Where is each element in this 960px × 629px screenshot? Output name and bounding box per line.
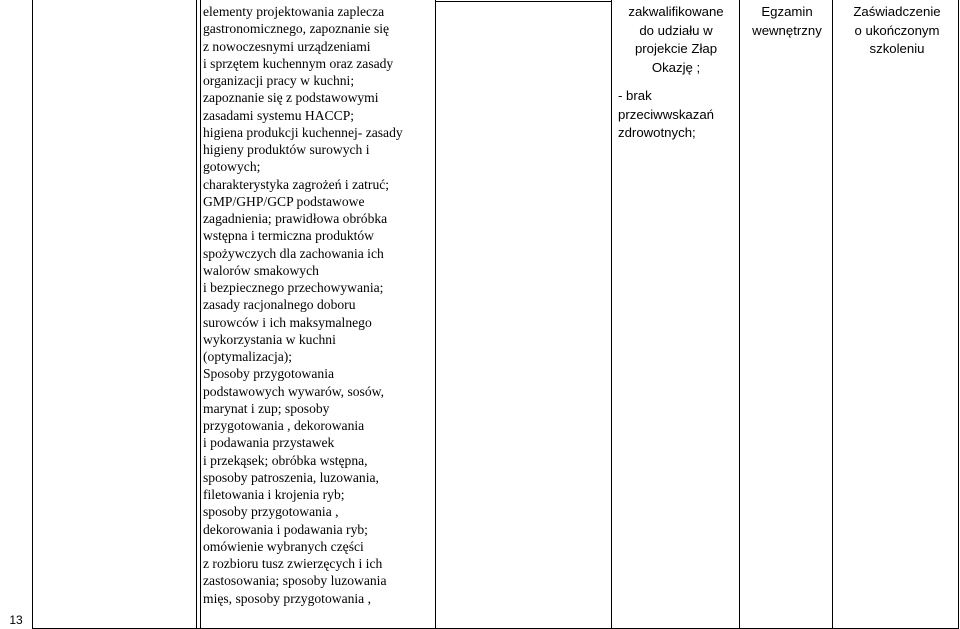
- grid-line: [196, 0, 197, 629]
- text-line: gotowych;: [203, 159, 261, 175]
- text-line: sposoby przygotowania ,: [203, 504, 339, 520]
- text-line: zasady racjonalnego doboru: [203, 297, 356, 313]
- certificate-cell: [835, 3, 959, 59]
- text-line: i bezpiecznego przechowywania;: [203, 280, 384, 295]
- grid-line: [832, 0, 833, 629]
- grid-line: [611, 0, 612, 629]
- text-line: organizacji pracy w kuchni;: [203, 73, 355, 88]
- text-line: szkoleniu: [869, 41, 925, 56]
- text-line: marynat i zup; sposoby: [203, 400, 330, 416]
- text-line: zastosowania; sposoby luzowania: [203, 573, 387, 589]
- text-line: z rozbioru tusz zwierzęcych i ich: [203, 556, 383, 571]
- text-line: Zaświadczenie: [853, 4, 941, 19]
- text-line: zapoznanie się z podstawowymi: [203, 90, 379, 106]
- text-line: charakterystyka zagrożeń i zatruć;: [203, 176, 390, 192]
- text-line: wykorzystania w kuchni: [203, 331, 336, 347]
- text-line: o ukończonym: [854, 22, 940, 38]
- grid-line: [200, 0, 201, 629]
- row-number: 13: [9, 613, 23, 627]
- text-line: i sprzętem kuchennym oraz zasady: [203, 55, 394, 71]
- text-line: surowców i ich maksymalnego: [203, 314, 372, 330]
- text-line: zakwalifikowane: [628, 4, 724, 19]
- text-line: walorów smakowych: [203, 262, 319, 278]
- grid-line: [958, 0, 959, 629]
- text-line: higieny produktów surowych i: [203, 142, 370, 157]
- text-line: projekcie Złap: [634, 41, 718, 56]
- text-line: do udziału w: [639, 22, 713, 38]
- text-line: GMP/GHP/GCP podstawowe: [203, 193, 365, 209]
- text-line: mięs, sposoby przygotowania ,: [203, 590, 372, 606]
- text-line: z nowoczesnymi urządzeniami: [203, 38, 371, 54]
- text-line: filetowania i krojenia ryb;: [203, 487, 345, 502]
- text-line: (optymalizacja);: [203, 349, 293, 364]
- text-line: wewnętrzny: [752, 22, 822, 38]
- text-line: przygotowania , dekorowania: [203, 418, 365, 433]
- text-line: zagadnienia; prawidłowa obróbka: [203, 211, 388, 226]
- grid-line: [435, 0, 436, 629]
- text-line: zdrowotnych;: [618, 125, 696, 140]
- text-line: spożywczych dla zachowania ich: [203, 245, 384, 261]
- text-line: przeciwwskazań: [618, 106, 715, 122]
- text-line: i podawania przystawek: [203, 435, 335, 451]
- exam-cell: [742, 3, 832, 40]
- text-line: wstępna i termiczna produktów: [203, 228, 375, 244]
- grid-line: [739, 0, 740, 629]
- text-line: omówienie wybranych części: [203, 538, 364, 554]
- grid-line: [32, 0, 33, 629]
- text-line: i przekąsek; obróbka wstępna,: [203, 452, 368, 468]
- grid-line: [435, 1, 611, 2]
- text-line: gastronomicznego, zapoznanie się: [203, 21, 390, 37]
- text-line: - brak: [618, 88, 652, 103]
- participants-cell: [616, 3, 736, 143]
- text-line: dekorowania i podawania ryb;: [203, 521, 368, 537]
- text-line: Sposoby przygotowania: [203, 366, 335, 382]
- text-line: sposoby patroszenia, luzowania,: [203, 469, 379, 485]
- text-line: Okazję ;: [651, 59, 701, 75]
- text-line: Egzamin: [761, 4, 813, 19]
- training-content-cell: [203, 3, 435, 607]
- text-line: higiena produkcji kuchennej- zasady: [203, 124, 403, 140]
- text-line: elementy projektowania zaplecza: [203, 4, 385, 19]
- text-line: podstawowych wywarów, sosów,: [203, 383, 384, 399]
- text-line: zasadami systemu HACCP;: [203, 107, 355, 123]
